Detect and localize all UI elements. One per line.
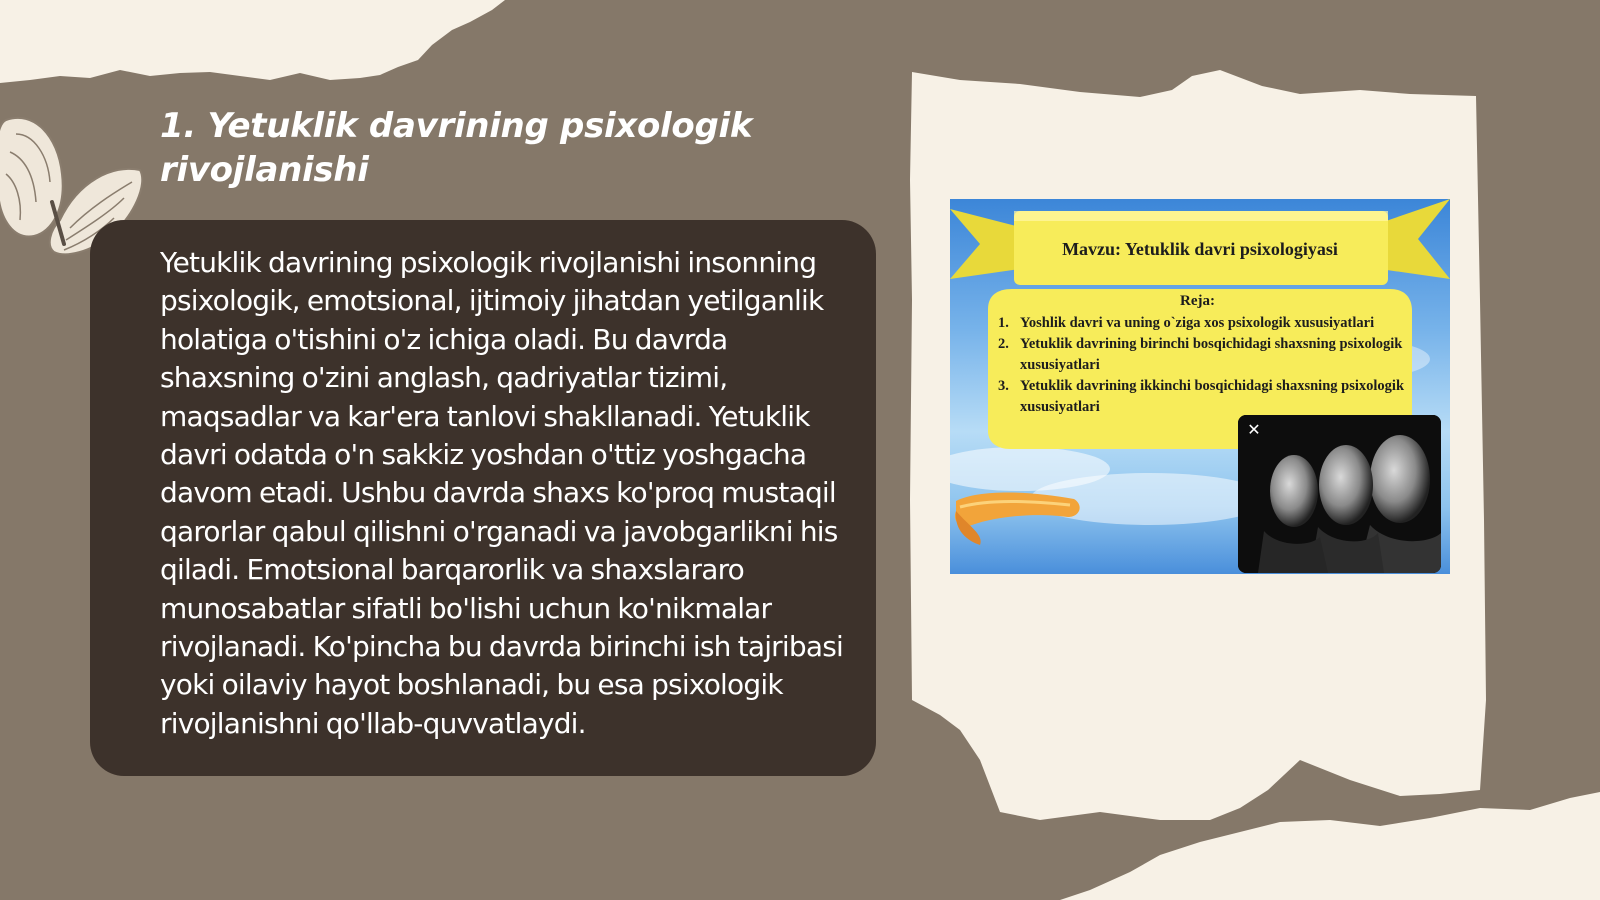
slide-thumbnail (950, 199, 1450, 574)
body-text: Yetuklik davrining psixologik rivojlanishi insonning psixologik, emotsional, ijtimoiy jihatdan yetilganlik holatiga o'tishini o'z ichiga oladi. Bu davrda shaxsning o'zini anglash, qadriyatlar tizimi, maqsadlar va kar'era tanlovi shakllanadi. Yetuklik davri odatda o'n sakkiz yoshdan o'ttiz yoshgacha davom etadi. Ushbu davrda shaxs ko'proq mustaqil qarorlar qabul qilishni o'rganadi va javobgarlikni his qiladi. Emotsional barqarorlik va shaxslararo munosabatlar sifatli bo'lishi uchun ko'nikmalar rivojlanadi. Ko'pincha bu davrda birinchi ish tajribasi yoki oilaviy hayot boshlanadi, bu esa psixologik rivojlanishni qo'llab-quvvatlaydi. (160, 246, 843, 740)
plan-item (998, 313, 1430, 334)
faces-photo (1238, 415, 1441, 573)
plan-item-text: Yetuklik davrining birinchi bosqichidagi shaxsning psixologik xususiyatlari (1020, 336, 1403, 373)
plan-heading: Reja: (1180, 293, 1215, 309)
torn-paper-top-left (0, 0, 505, 83)
plan-item-number: 1. (998, 315, 1009, 331)
video-overlay[interactable] (1238, 415, 1441, 573)
plan-item-number: 2. (998, 336, 1009, 352)
plan-list (998, 313, 1430, 418)
plan-item-text: Yetuklik davrining ikkinchi bosqichidagi shaxsning psixologik xususiyatlari (1020, 378, 1405, 415)
plan-item (998, 334, 1430, 376)
close-icon[interactable]: ✕ (1247, 420, 1261, 439)
thumbnail-title: Mavzu: Yetuklik davri psixologiyasi (1062, 239, 1338, 259)
plan-item-text: Yoshlik davri va uning o`ziga xos psixologik xususiyatlari (1020, 315, 1375, 331)
plan-item-number: 3. (998, 378, 1009, 394)
plan-item (998, 376, 1430, 418)
scroll-banner-icon (955, 493, 1080, 546)
slide-title: 1. Yetuklik davrining psixologik rivojlanishi (160, 106, 753, 190)
